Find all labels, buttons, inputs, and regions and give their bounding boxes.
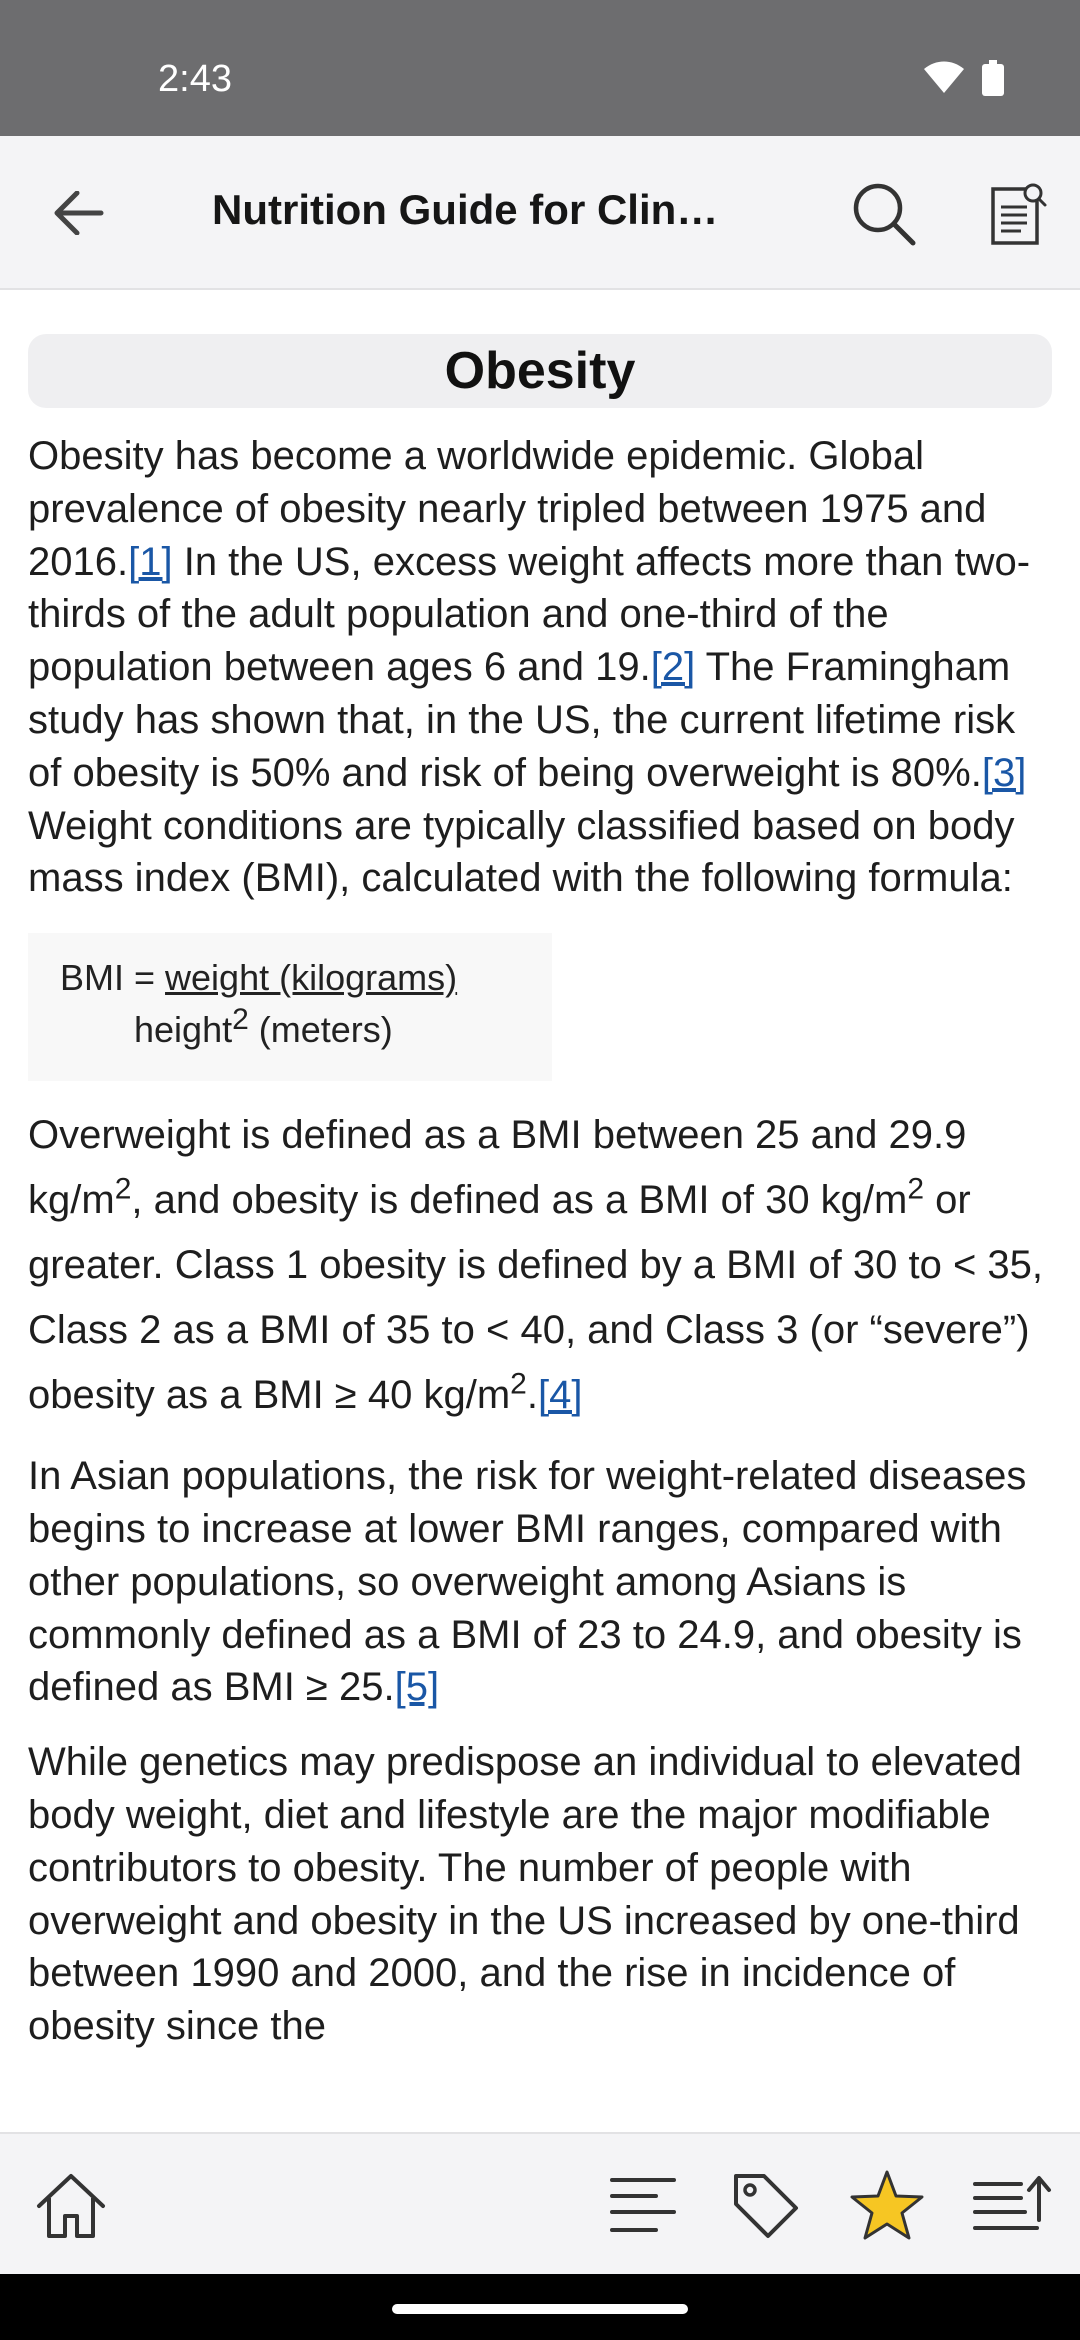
tag-icon	[730, 2170, 800, 2240]
app-bar	[0, 136, 1080, 290]
wifi-icon	[924, 61, 964, 95]
star-icon	[849, 2169, 925, 2241]
status-bar	[0, 0, 1080, 136]
notes-icon	[987, 181, 1049, 247]
home-icon	[35, 2170, 107, 2240]
formula-denominator-text: height	[134, 1009, 233, 1051]
reference-link-3[interactable]: [3]	[981, 750, 1027, 795]
bottom-navigation	[0, 2132, 1080, 2274]
text: or greater. Class 1 obesity is defined by a BMI of 30 to < 35, Class 2 as a BMI of 35 to < 40, and Class 3 (or “severe”) obesity as a BMI ≥ 40 kg/m	[28, 1178, 1044, 1418]
formula-numerator: weight (kilograms)	[165, 957, 458, 999]
text: In Asian populations, the risk for weight-related diseases begins to increase at lower BMI ranges, compared with other populations, so overweight among Asians is commonly defined as a BMI of 23 to 24.9, and obesity is defined as BMI ≥ 25.	[28, 1454, 1027, 1710]
favorite-button[interactable]	[844, 2162, 930, 2248]
status-icons	[924, 60, 1004, 96]
text: , and obesity is defined as a BMI of 30 kg/m	[131, 1178, 908, 1223]
formula-prefix: BMI =	[60, 957, 166, 999]
article-content[interactable]	[0, 290, 1080, 2132]
reference-link-1[interactable]: [1]	[128, 539, 173, 584]
formula-denominator	[134, 1003, 393, 1051]
bmi-formula-image	[28, 933, 552, 1081]
table-of-contents-button[interactable]	[600, 2162, 686, 2248]
paragraph-intro	[28, 430, 1052, 905]
text: .	[526, 1373, 538, 1418]
list-icon	[610, 2174, 676, 2236]
status-time: 2:43	[158, 58, 232, 100]
text: In the US, excess weight affects more than two-thirds of the adult population and one-third of the population between ages 6 and 19.	[28, 539, 1031, 690]
text: Weight conditions are typically classified based on body mass index (BMI), calculated with the following formula:	[28, 803, 1015, 901]
paragraph-asian-populations	[28, 1450, 1052, 1714]
reference-link-2[interactable]: [2]	[650, 645, 696, 690]
menu-arrow-icon	[973, 2172, 1057, 2238]
superscript: 2	[510, 1367, 527, 1401]
more-menu-button[interactable]	[972, 2162, 1058, 2248]
paragraph-definitions	[28, 1103, 1052, 1428]
reference-link-5[interactable]: [5]	[394, 1665, 440, 1710]
reference-link-4[interactable]: [4]	[537, 1373, 583, 1418]
text: Obesity has become a worldwide epidemic. Global prevalence of obesity nearly tripled between 1975 and 2016.	[28, 434, 987, 584]
text: Overweight is defined as a BMI between 25 and 29.9 kg/m	[28, 1113, 967, 1223]
superscript: 2	[907, 1172, 925, 1206]
search-icon	[851, 181, 917, 247]
back-button[interactable]	[44, 178, 114, 248]
section-title: Obesity	[28, 334, 1052, 408]
superscript: 2	[114, 1172, 132, 1206]
home-gesture-pill[interactable]	[392, 2304, 688, 2314]
formula-denominator-unit: (meters)	[248, 1009, 393, 1051]
gesture-navigation-area	[0, 2274, 1080, 2340]
notes-button[interactable]	[980, 176, 1056, 252]
superscript: 2	[232, 1003, 249, 1037]
arrow-left-icon	[53, 191, 105, 235]
text: The Framingham study has shown that, in the US, the current lifetime risk of obesity is 50% and risk of being overweight is 80%.	[28, 645, 1016, 795]
app-title: Nutrition Guide for Clin…	[212, 186, 719, 233]
text: While genetics may predispose an individual to elevated body weight, diet and lifestyle are the major modifiable contributors to obesity. The number of people with overweight and obesity in the US increased by one-third between 1990 and 2000, and the rise in incidence of obesity since the	[28, 1740, 1022, 2049]
formula-numerator-line	[60, 957, 457, 999]
home-button[interactable]	[28, 2162, 114, 2248]
search-button[interactable]	[846, 176, 922, 252]
tags-button[interactable]	[722, 2162, 808, 2248]
paragraph-genetics	[28, 1736, 1052, 2053]
battery-icon	[982, 60, 1004, 96]
